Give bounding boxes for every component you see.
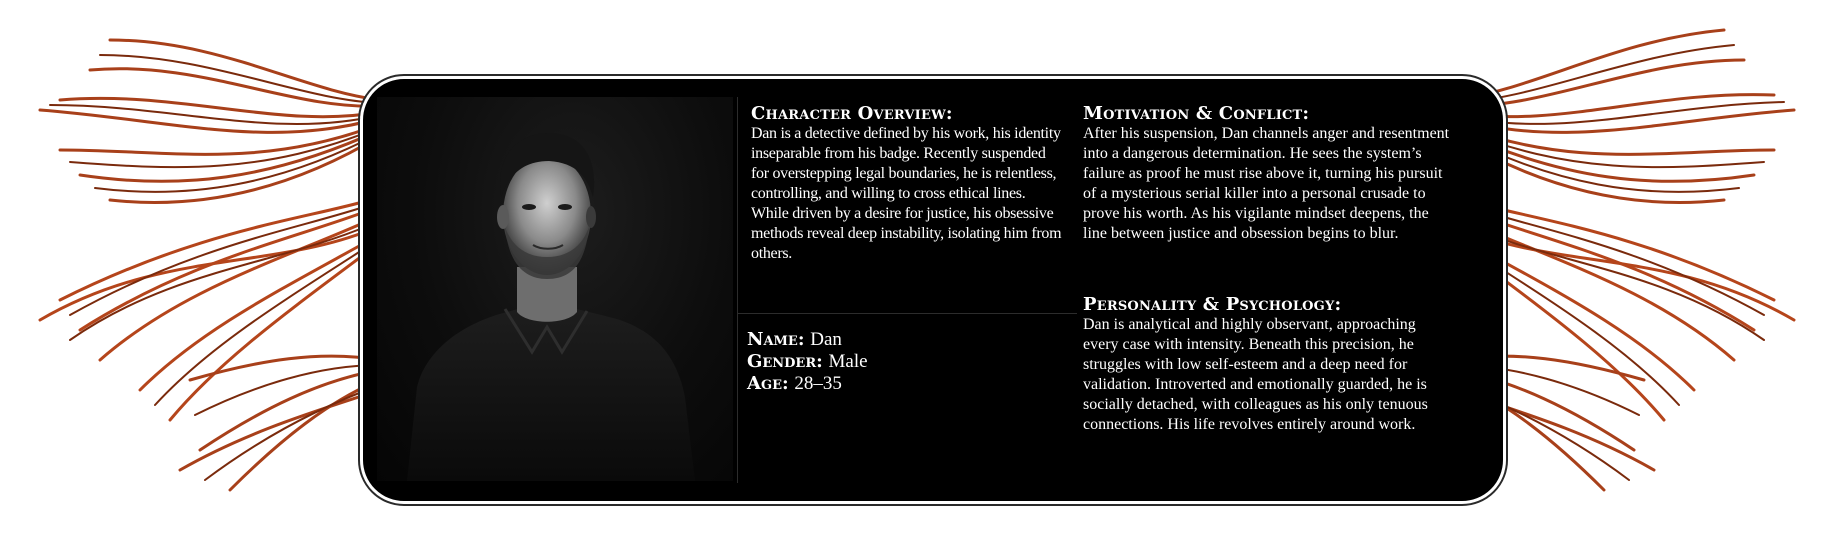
motivation-heading: Motivation & Conflict: <box>1083 103 1310 124</box>
character-card <box>360 76 1506 504</box>
man-portrait-icon <box>377 97 733 481</box>
age-value: 28–35 <box>794 373 842 394</box>
age-label: Age: <box>747 373 789 394</box>
personality-heading: Personality & Psychology: <box>1083 294 1342 315</box>
character-portrait <box>377 97 733 481</box>
row-divider <box>737 313 1077 314</box>
copper-wires-left-decoration <box>0 0 420 537</box>
motivation-section <box>1083 104 1453 244</box>
motivation-text: After his suspension, Dan channels anger and resentment into a dangerous determination. He sees the system’s failure as proof he must rise above it, turning his pursuit of a mysterious serial killer into a personal crusade to prove his worth. As his vigilante mindset deepens, the line between justice and obsession begins to blur. <box>1083 125 1450 242</box>
personality-text: Dan is analytical and highly observant, approaching every case with intensity. Beneath this precision, he struggles with low self-esteem and a deep need for validation. Introverted and emotionally guarded, he is socially detached, with colleagues as his only tenuous connections. His life revolves entirely around work. <box>1083 316 1428 433</box>
character-overview-text: Dan is a detective defined by his work, his identity inseparable from his badge. Recently suspended for overstepping legal boundaries, he is relentless, controlling, and willing to cross ethical lines. While driven by a desire for justice, his obsessive methods reveal deep instability, isolating him from others. <box>751 125 1062 262</box>
personality-section <box>1083 295 1453 435</box>
name-value: Dan <box>810 329 842 350</box>
character-details <box>747 329 1067 395</box>
character-overview-heading: Character Overview: <box>751 103 953 124</box>
gender-value: Male <box>828 351 868 372</box>
gender-row <box>747 351 1067 373</box>
character-overview-section <box>751 104 1063 264</box>
age-row <box>747 373 1067 395</box>
gender-label: Gender: <box>747 351 823 372</box>
name-label: Name: <box>747 329 805 350</box>
name-row <box>747 329 1067 351</box>
column-divider <box>737 97 738 483</box>
